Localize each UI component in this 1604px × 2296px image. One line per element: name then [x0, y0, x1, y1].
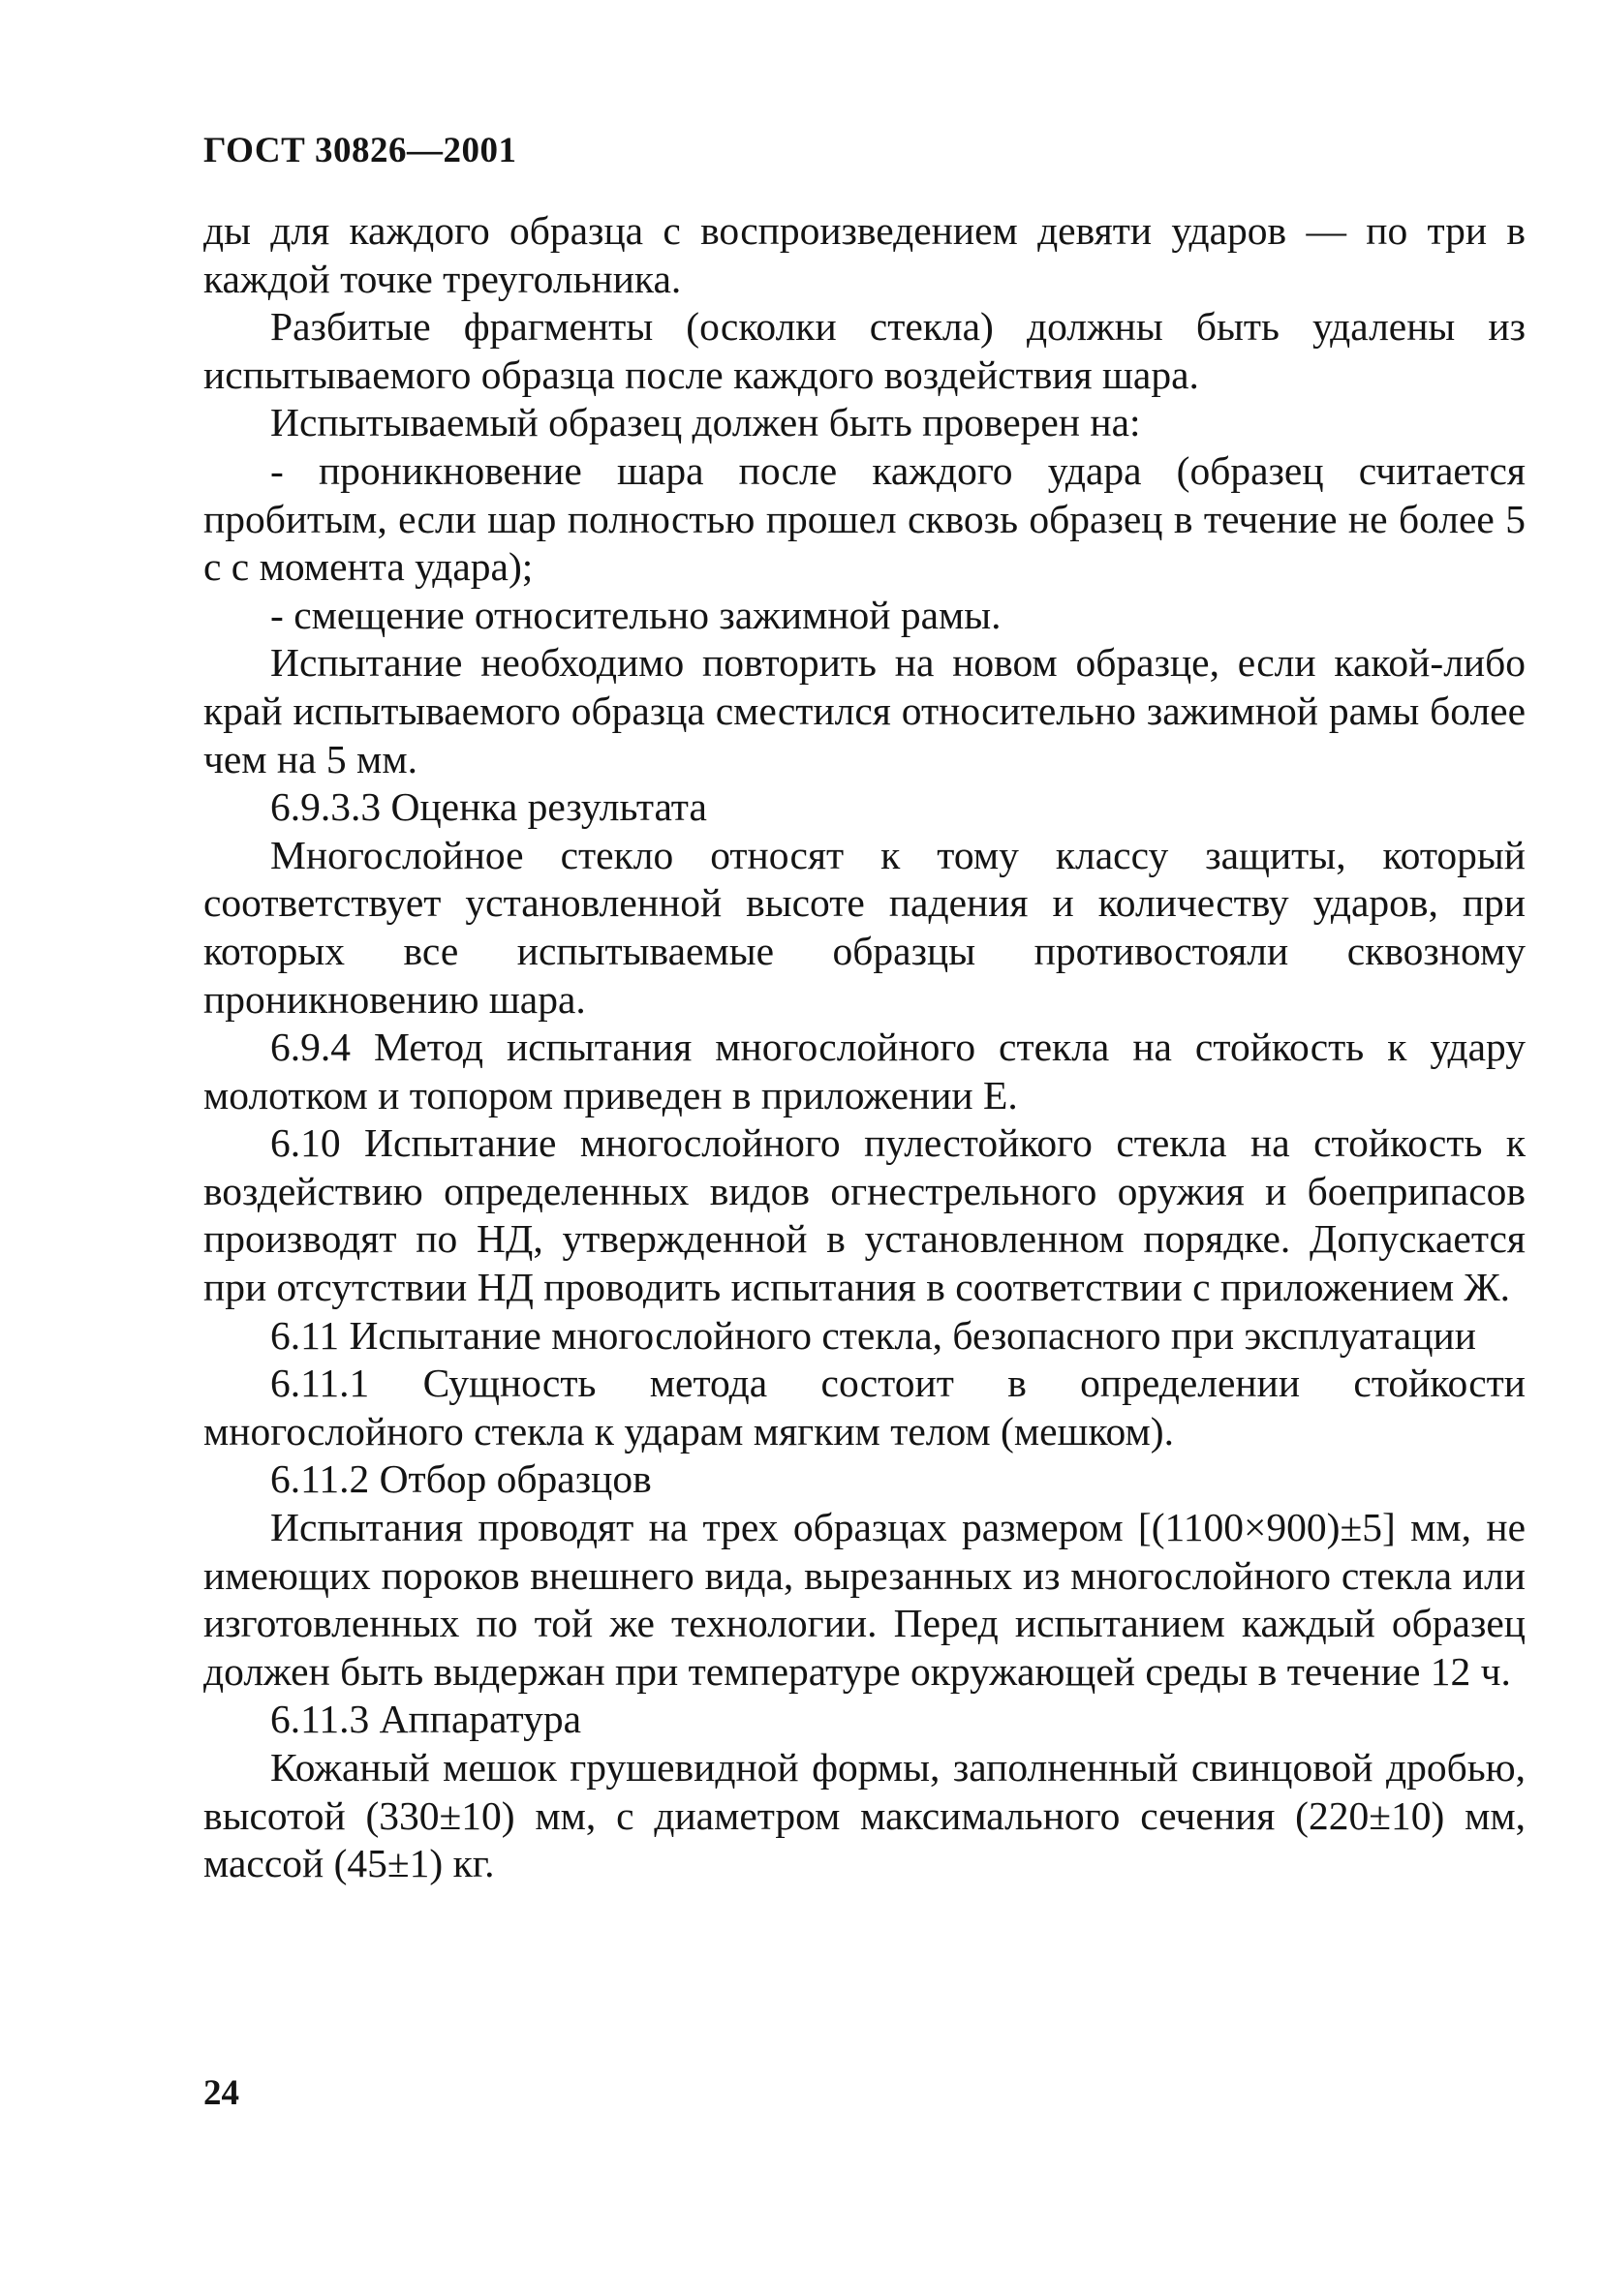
list-item: - смещение относительно зажимной рамы.: [270, 592, 1002, 637]
section-heading: 6.11 Испытание многослойного стекла, безопасного при эксплуатации: [270, 1312, 1476, 1358]
paragraph: Разбитые фрагменты (осколки стекла) должны быть удалены из испытываемого образца после каждого воздействия шара.: [203, 304, 1526, 397]
paragraph: Кожаный мешок грушевидной формы, заполненный свинцовой дробью, высотой (330±10) мм, с диаметром максимального сечения (220±10) мм, массой (45±1) кг.: [203, 1745, 1526, 1886]
paragraph: Испытание необходимо повторить на новом образце, если какой-либо край испытываемого образца сместился относительно зажимной рамы более чем на 5 мм.: [203, 640, 1526, 781]
paragraph: Многослойное стекло относят к тому классу защиты, который соответствует установленной высоте падения и количеству ударов, при которых все испытываемые образцы противостояли сквозному проникновению шара.: [203, 832, 1526, 1022]
paragraph: 6.10 Испытание многослойного пулестойкого стекла на стойкость к воздействию определенных видов огнестрельного оружия и боеприпасов производят по НД, утвержденной в установленном порядке. Допускается при отсутствии НД проводить испытания в соответствии с приложением Ж.: [203, 1120, 1526, 1310]
document-body: [203, 207, 1526, 1888]
paragraph: ды для каждого образца с воспроизведением девяти ударов — по три в каждой точке треугольника.: [203, 208, 1526, 301]
section-heading: 6.9.3.3 Оценка результата: [270, 784, 707, 830]
paragraph: Испытываемый образец должен быть проверен на:: [270, 400, 1141, 445]
section-heading: 6.11.3 Аппаратура: [270, 1697, 581, 1742]
page-number: 24: [203, 2073, 239, 2113]
paragraph: Испытания проводят на трех образцах размером [(1100×900)±5] мм, не имеющих пороков внешнего вида, вырезанных из многослойного стекла или изготовленных по той же технологии. Перед испытанием каждый образец должен быть выдержан при температуре окружающей среды в течение 12 ч.: [203, 1505, 1526, 1694]
paragraph: 6.9.4 Метод испытания многослойного стекла на стойкость к удару молотком и топором приведен в приложении Е.: [203, 1025, 1526, 1117]
paragraph: 6.11.1 Сущность метода состоит в определении стойкости многослойного стекла к ударам мягким телом (мешком).: [203, 1361, 1526, 1454]
list-item: - проникновение шара после каждого удара (образец считается пробитым, если шар полностью прошел сквозь образец в течение не более 5 с с момента удара);: [203, 447, 1526, 590]
section-heading: 6.11.2 Отбор образцов: [270, 1456, 652, 1502]
document-header: ГОСТ 30826—2001: [203, 131, 517, 170]
